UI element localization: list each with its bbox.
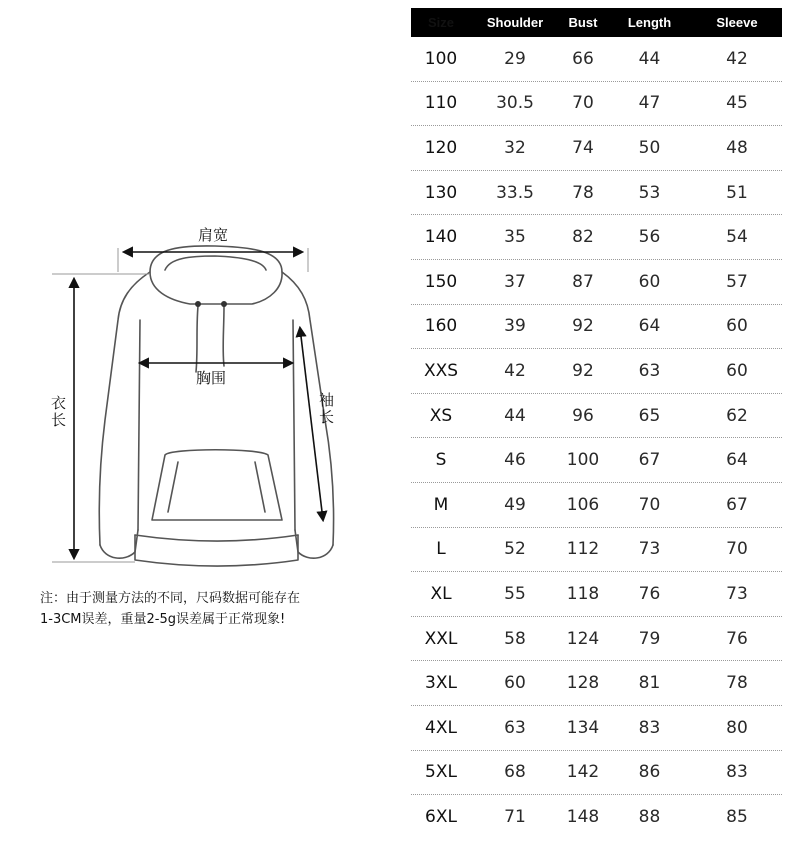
cell-sleeve: 83 xyxy=(726,762,748,783)
table-row xyxy=(411,305,782,350)
cell-sleeve: 57 xyxy=(726,271,748,292)
cell-bust: 70 xyxy=(572,93,594,114)
cell-shoulder: 33.5 xyxy=(496,182,534,203)
cell-sleeve: 80 xyxy=(726,717,748,738)
cell-shoulder: 60 xyxy=(504,673,526,694)
chest-label: 胸围 xyxy=(196,369,227,387)
cell-length: 50 xyxy=(638,137,661,158)
cell-size: 5XL xyxy=(425,762,457,783)
cell-bust: 100 xyxy=(566,450,600,471)
table-row xyxy=(411,82,782,127)
table-row xyxy=(411,438,782,483)
sleeve-length-label: 袖长 xyxy=(317,392,335,426)
cell-sleeve: 78 xyxy=(726,673,748,694)
cell-shoulder: 32 xyxy=(504,137,526,158)
table-row xyxy=(411,349,782,394)
cell-sleeve: 67 xyxy=(726,494,748,515)
table-row xyxy=(411,572,782,617)
cell-shoulder: 37 xyxy=(504,271,526,292)
note-line-1: 注：由于测量方法的不同，尺码数据可能存在 xyxy=(40,591,301,606)
cell-bust: 134 xyxy=(566,717,600,738)
cell-length: 44 xyxy=(638,48,661,69)
cell-shoulder: 35 xyxy=(504,227,526,248)
note-line-2: 1-3CM误差，重量2-5g误差属于正常现象! xyxy=(40,612,286,627)
size-chart-table xyxy=(411,8,782,840)
cell-sleeve: 70 xyxy=(726,539,748,560)
cell-size: 100 xyxy=(424,48,458,69)
table-row xyxy=(411,126,782,171)
header-bust: Bust xyxy=(568,15,598,30)
cell-shoulder: 39 xyxy=(504,316,526,337)
table-row xyxy=(411,528,782,573)
cell-length: 64 xyxy=(638,316,661,337)
cell-bust: 78 xyxy=(572,182,594,203)
cell-sleeve: 48 xyxy=(726,137,748,158)
cell-bust: 92 xyxy=(572,360,594,381)
cell-bust: 106 xyxy=(566,494,600,515)
cell-shoulder: 30.5 xyxy=(496,93,534,114)
cell-bust: 142 xyxy=(566,762,600,783)
cell-bust: 148 xyxy=(566,807,600,828)
table-row xyxy=(411,37,782,82)
cell-size: L xyxy=(436,539,446,560)
cell-size: 3XL xyxy=(425,673,457,694)
cell-size: XXS xyxy=(423,360,459,381)
cell-sleeve: 51 xyxy=(726,182,748,203)
cell-bust: 128 xyxy=(566,673,600,694)
cell-shoulder: 63 xyxy=(504,717,526,738)
cell-length: 53 xyxy=(638,182,661,203)
cell-bust: 87 xyxy=(572,271,594,292)
cell-length: 86 xyxy=(638,762,661,783)
table-row xyxy=(411,661,782,706)
cell-length: 60 xyxy=(638,271,661,292)
cell-length: 63 xyxy=(638,360,661,381)
cell-shoulder: 68 xyxy=(504,762,526,783)
table-row xyxy=(411,215,782,260)
cell-sleeve: 64 xyxy=(726,450,748,471)
cell-shoulder: 58 xyxy=(504,628,526,649)
header-length: Length xyxy=(627,15,672,30)
cell-bust: 112 xyxy=(566,539,600,560)
table-row xyxy=(411,751,782,796)
cell-shoulder: 55 xyxy=(504,583,526,604)
cell-size: XL xyxy=(430,583,452,604)
cell-bust: 124 xyxy=(566,628,600,649)
cell-shoulder: 42 xyxy=(504,360,526,381)
cell-size: S xyxy=(435,450,447,471)
cell-length: 70 xyxy=(638,494,661,515)
cell-sleeve: 60 xyxy=(726,360,748,381)
header-size: Size xyxy=(427,15,454,30)
cell-bust: 66 xyxy=(572,48,594,69)
cell-length: 88 xyxy=(638,807,661,828)
table-row xyxy=(411,394,782,439)
cell-length: 56 xyxy=(638,227,661,248)
cell-length: 65 xyxy=(638,405,661,426)
cell-shoulder: 29 xyxy=(504,48,526,69)
cell-size: 110 xyxy=(424,93,458,114)
cell-size: 130 xyxy=(424,182,458,203)
cell-size: XXL xyxy=(424,628,458,649)
cell-sleeve: 54 xyxy=(726,227,748,248)
cell-size: 160 xyxy=(424,316,458,337)
cell-size: 6XL xyxy=(425,807,457,828)
cell-bust: 82 xyxy=(572,227,594,248)
shoulder-width-label: 肩宽 xyxy=(198,226,229,244)
cell-length: 47 xyxy=(638,93,661,114)
cell-length: 79 xyxy=(638,628,661,649)
cell-sleeve: 42 xyxy=(726,48,748,69)
table-row xyxy=(411,483,782,528)
hoodie-illustration xyxy=(0,0,400,600)
header-sleeve: Sleeve xyxy=(716,15,758,30)
cell-sleeve: 73 xyxy=(726,583,748,604)
cell-shoulder: 44 xyxy=(504,405,526,426)
cell-length: 81 xyxy=(638,673,661,694)
cell-length: 73 xyxy=(638,539,661,560)
cell-sleeve: 62 xyxy=(726,405,748,426)
table-row xyxy=(411,795,782,840)
cell-shoulder: 52 xyxy=(504,539,526,560)
cell-length: 83 xyxy=(638,717,661,738)
cell-sleeve: 85 xyxy=(726,807,748,828)
cell-length: 67 xyxy=(638,450,661,471)
table-header xyxy=(411,8,782,37)
length-label: 衣长 xyxy=(49,395,67,429)
cell-bust: 118 xyxy=(566,583,600,604)
table-row xyxy=(411,706,782,751)
cell-bust: 74 xyxy=(572,137,594,158)
cell-shoulder: 49 xyxy=(504,494,526,515)
cell-length: 76 xyxy=(638,583,661,604)
table-row xyxy=(411,617,782,662)
measurement-note xyxy=(40,588,370,630)
cell-size: M xyxy=(433,494,449,515)
cell-sleeve: 60 xyxy=(726,316,748,337)
cell-size: 150 xyxy=(424,271,458,292)
cell-size: XS xyxy=(429,405,453,426)
cell-size: 120 xyxy=(424,137,458,158)
cell-bust: 92 xyxy=(572,316,594,337)
cell-sleeve: 76 xyxy=(726,628,748,649)
table-row xyxy=(411,260,782,305)
cell-sleeve: 45 xyxy=(726,93,748,114)
header-shoulder: Shoulder xyxy=(486,15,544,30)
table-body xyxy=(411,37,782,840)
cell-shoulder: 46 xyxy=(504,450,526,471)
cell-size: 4XL xyxy=(425,717,457,738)
table-row xyxy=(411,171,782,216)
cell-bust: 96 xyxy=(572,405,594,426)
cell-size: 140 xyxy=(424,227,458,248)
cell-shoulder: 71 xyxy=(504,807,526,828)
hoodie-measurement-diagram xyxy=(0,0,400,600)
